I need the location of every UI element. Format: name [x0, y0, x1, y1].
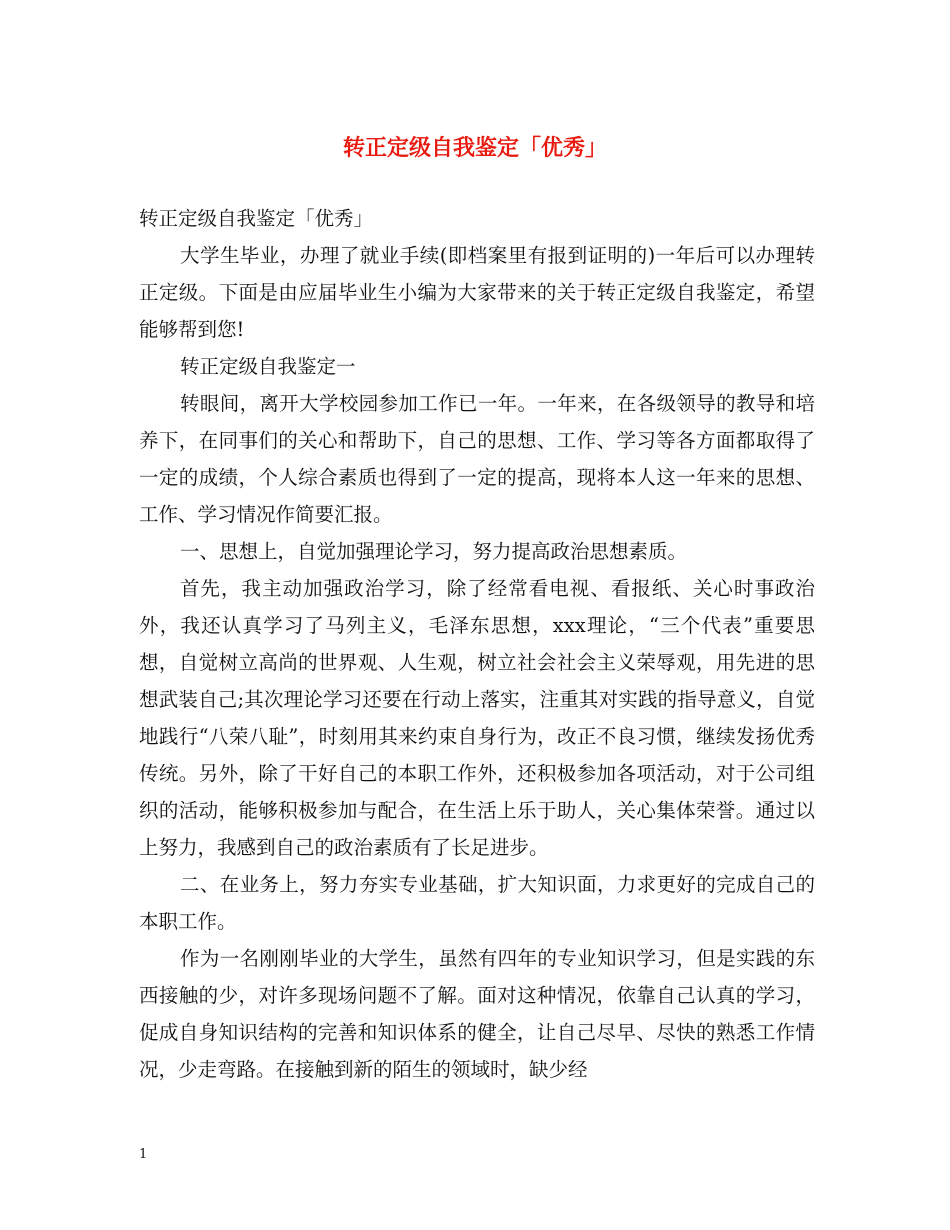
page-number: 1: [139, 1147, 148, 1162]
subtitle-paragraph: 转正定级自我鉴定「优秀」: [139, 207, 374, 230]
document-body: [139, 200, 815, 1088]
body-paragraph: 作为一名刚刚毕业的大学生，虽然有四年的专业知识学习，但是实践的东西接触的少，对许多现场问题不了解。面对这种情况，依靠自己认真的学习，促成自身知识结构的完善和知识体系的健全，让自己尽早、尽快的熟悉工作情况，少走弯路。在接触到新的陌生的领域时，缺少经: [139, 947, 815, 1081]
section-heading: 转正定级自我鉴定一: [180, 355, 356, 378]
document-title: 转正定级自我鉴定「优秀」: [342, 135, 607, 161]
point-heading: 一、思想上，自觉加强理论学习，努力提高政治思想素质。: [180, 540, 688, 563]
point-heading: 二、在业务上，努力夯实专业基础，扩大知识面，力求更好的完成自己的本职工作。: [139, 873, 815, 933]
intro-paragraph: 大学生毕业，办理了就业手续(即档案里有报到证明的)一年后可以办理转正定级。下面是由应届毕业生小编为大家带来的关于转正定级自我鉴定，希望能够帮到您!: [139, 244, 815, 341]
body-paragraph: 转眼间，离开大学校园参加工作已一年。一年来，在各级领导的教导和培养下，在同事们的关心和帮助下，自己的思想、工作、学习等各方面都取得了一定的成绩，个人综合素质也得到了一定的提高，现将本人这一年来的思想、工作、学习情况作简要汇报。: [139, 392, 815, 526]
body-paragraph: 首先，我主动加强政治学习，除了经常看电视、看报纸、关心时事政治外，我还认真学习了马列主义，毛泽东思想，xxx理论，“三个代表”重要思想，自觉树立高尚的世界观、人生观，树立社会社会主义荣辱观，用先进的思想武装自己;其次理论学习还要在行动上落实，注重其对实践的指导意义，自觉地践行“八荣八耻”，时刻用其来约束自身行为，改正不良习惯，继续发扬优秀传统。另外，除了干好自己的本职工作外，还积极参加各项活动，对于公司组织的活动，能够积极参加与配合，在生活上乐于助人，关心集体荣誉。通过以上努力，我感到自己的政治素质有了长足进步。: [139, 577, 815, 859]
